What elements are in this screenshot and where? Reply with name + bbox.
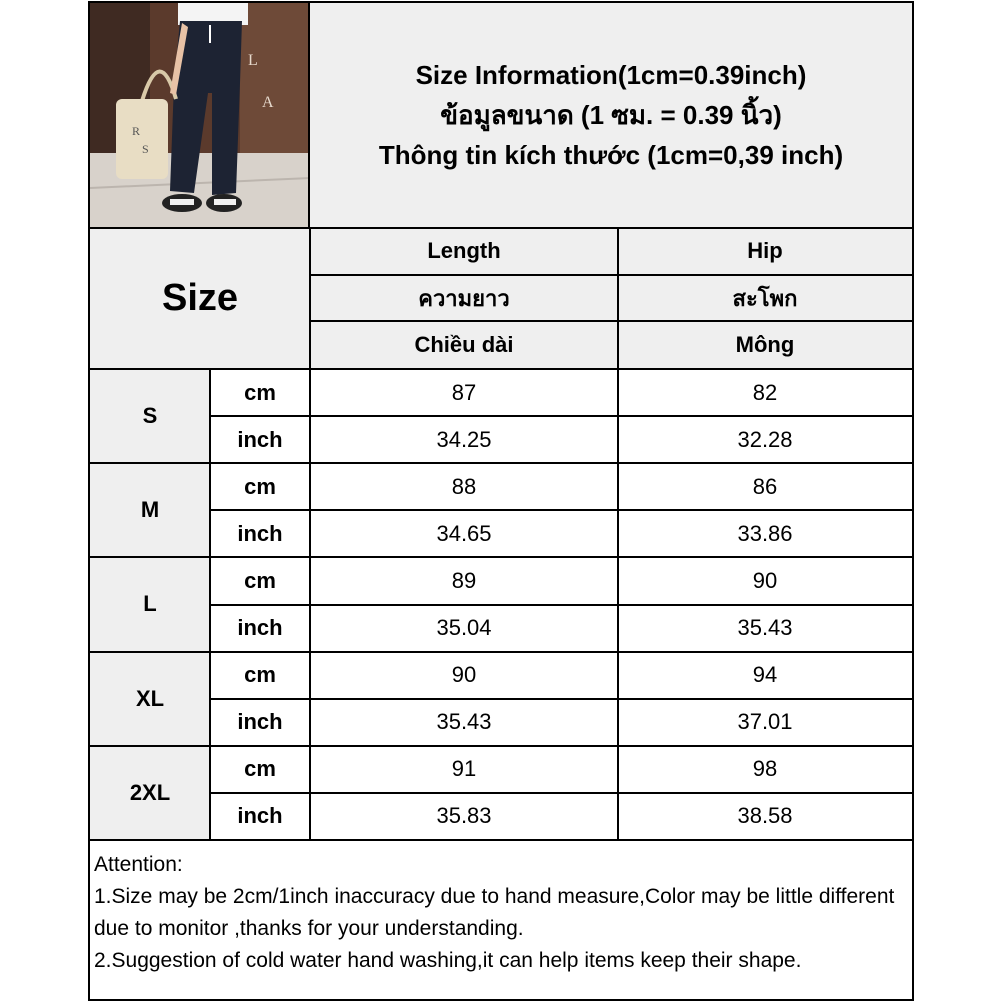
length-header-en: Length <box>427 238 501 263</box>
grid-line <box>309 369 311 839</box>
wall-letter-l: L <box>248 52 258 69</box>
length-inch-value: 35.43 <box>436 709 492 735</box>
hip-inch-value: 32.28 <box>737 426 793 452</box>
grid-line <box>90 227 912 229</box>
length-inch-value: 34.65 <box>436 520 492 546</box>
grid-line <box>617 227 619 839</box>
unit-label-cm: cm <box>244 379 276 405</box>
note-item: 2.Suggestion of cold water hand washing,it can help items keep their shape. <box>94 949 802 972</box>
size-name: 2XL <box>129 779 171 805</box>
length-cm-value: 87 <box>451 379 477 405</box>
hip-cm-value: 82 <box>752 379 778 405</box>
size-chart <box>88 1 914 1001</box>
hip-header-vi: Mông <box>735 332 795 357</box>
product-photo <box>90 3 310 227</box>
hip-inch-value: 38.58 <box>737 803 793 829</box>
hip-header-en: Hip <box>747 238 783 263</box>
hip-inch-value: 33.86 <box>737 520 793 546</box>
header-english: Size Information(1cm=0.39inch) <box>415 60 807 90</box>
size-name: XL <box>135 685 165 711</box>
grid-line <box>210 698 912 700</box>
unit-label-cm: cm <box>244 662 276 688</box>
unit-label-inch: inch <box>237 520 283 546</box>
header-vietnamese: Thông tin kích thước (1cm=0,39 inch) <box>378 140 844 170</box>
bag-letter-s: S <box>142 142 149 156</box>
note-item: 1.Size may be 2cm/1inch inaccuracy due to hand measure,Color may be little different due to monitor ,thanks for your understanding. <box>94 885 895 940</box>
hip-cm-value: 90 <box>752 567 778 593</box>
length-header-th: ความยาว <box>418 285 510 311</box>
grid-line <box>90 462 912 464</box>
grid-line <box>210 792 912 794</box>
grid-line <box>90 651 912 653</box>
grid-line <box>310 274 912 276</box>
grid-line <box>90 745 912 747</box>
hip-inch-value: 37.01 <box>737 709 793 735</box>
length-cm-value: 89 <box>451 567 477 593</box>
bag-letter-r: R <box>132 124 141 138</box>
grid-line <box>209 369 211 839</box>
unit-label-cm: cm <box>244 756 276 782</box>
header-thai: ข้อมูลขนาด (1 ซม. = 0.39 นิ้ว) <box>440 100 782 130</box>
unit-label-inch: inch <box>237 426 283 452</box>
unit-label-inch: inch <box>237 803 283 829</box>
size-name: S <box>142 403 158 429</box>
grid-line <box>309 227 311 369</box>
size-label: Size <box>161 276 239 319</box>
unit-label-inch: inch <box>237 615 283 641</box>
notes-title: Attention: <box>94 853 183 876</box>
grid-line <box>310 320 912 322</box>
grid-line <box>210 604 912 606</box>
wall-letter-a: A <box>262 94 274 111</box>
unit-label-inch: inch <box>237 709 283 735</box>
size-name: L <box>143 591 157 617</box>
grid-line <box>90 839 912 841</box>
length-inch-value: 35.04 <box>436 615 492 641</box>
length-cm-value: 90 <box>451 662 477 688</box>
grid-line <box>90 556 912 558</box>
hip-inch-value: 35.43 <box>737 615 793 641</box>
length-cm-value: 88 <box>451 473 477 499</box>
hip-cm-value: 86 <box>752 473 778 499</box>
grid-line <box>90 368 912 370</box>
hip-cm-value: 98 <box>752 756 778 782</box>
hip-cm-value: 94 <box>752 662 778 688</box>
unit-label-cm: cm <box>244 473 276 499</box>
length-inch-value: 34.25 <box>436 426 492 452</box>
hip-header-th: สะโพก <box>732 285 798 311</box>
length-inch-value: 35.83 <box>436 803 492 829</box>
grid-line <box>210 415 912 417</box>
unit-label-cm: cm <box>244 567 276 593</box>
length-header-vi: Chiều dài <box>414 332 514 357</box>
attention-notes <box>90 843 912 999</box>
product-photo-illustration <box>90 3 310 227</box>
grid-line <box>210 509 912 511</box>
size-info-header <box>310 3 912 227</box>
length-cm-value: 91 <box>451 756 477 782</box>
size-name: M <box>140 497 160 523</box>
